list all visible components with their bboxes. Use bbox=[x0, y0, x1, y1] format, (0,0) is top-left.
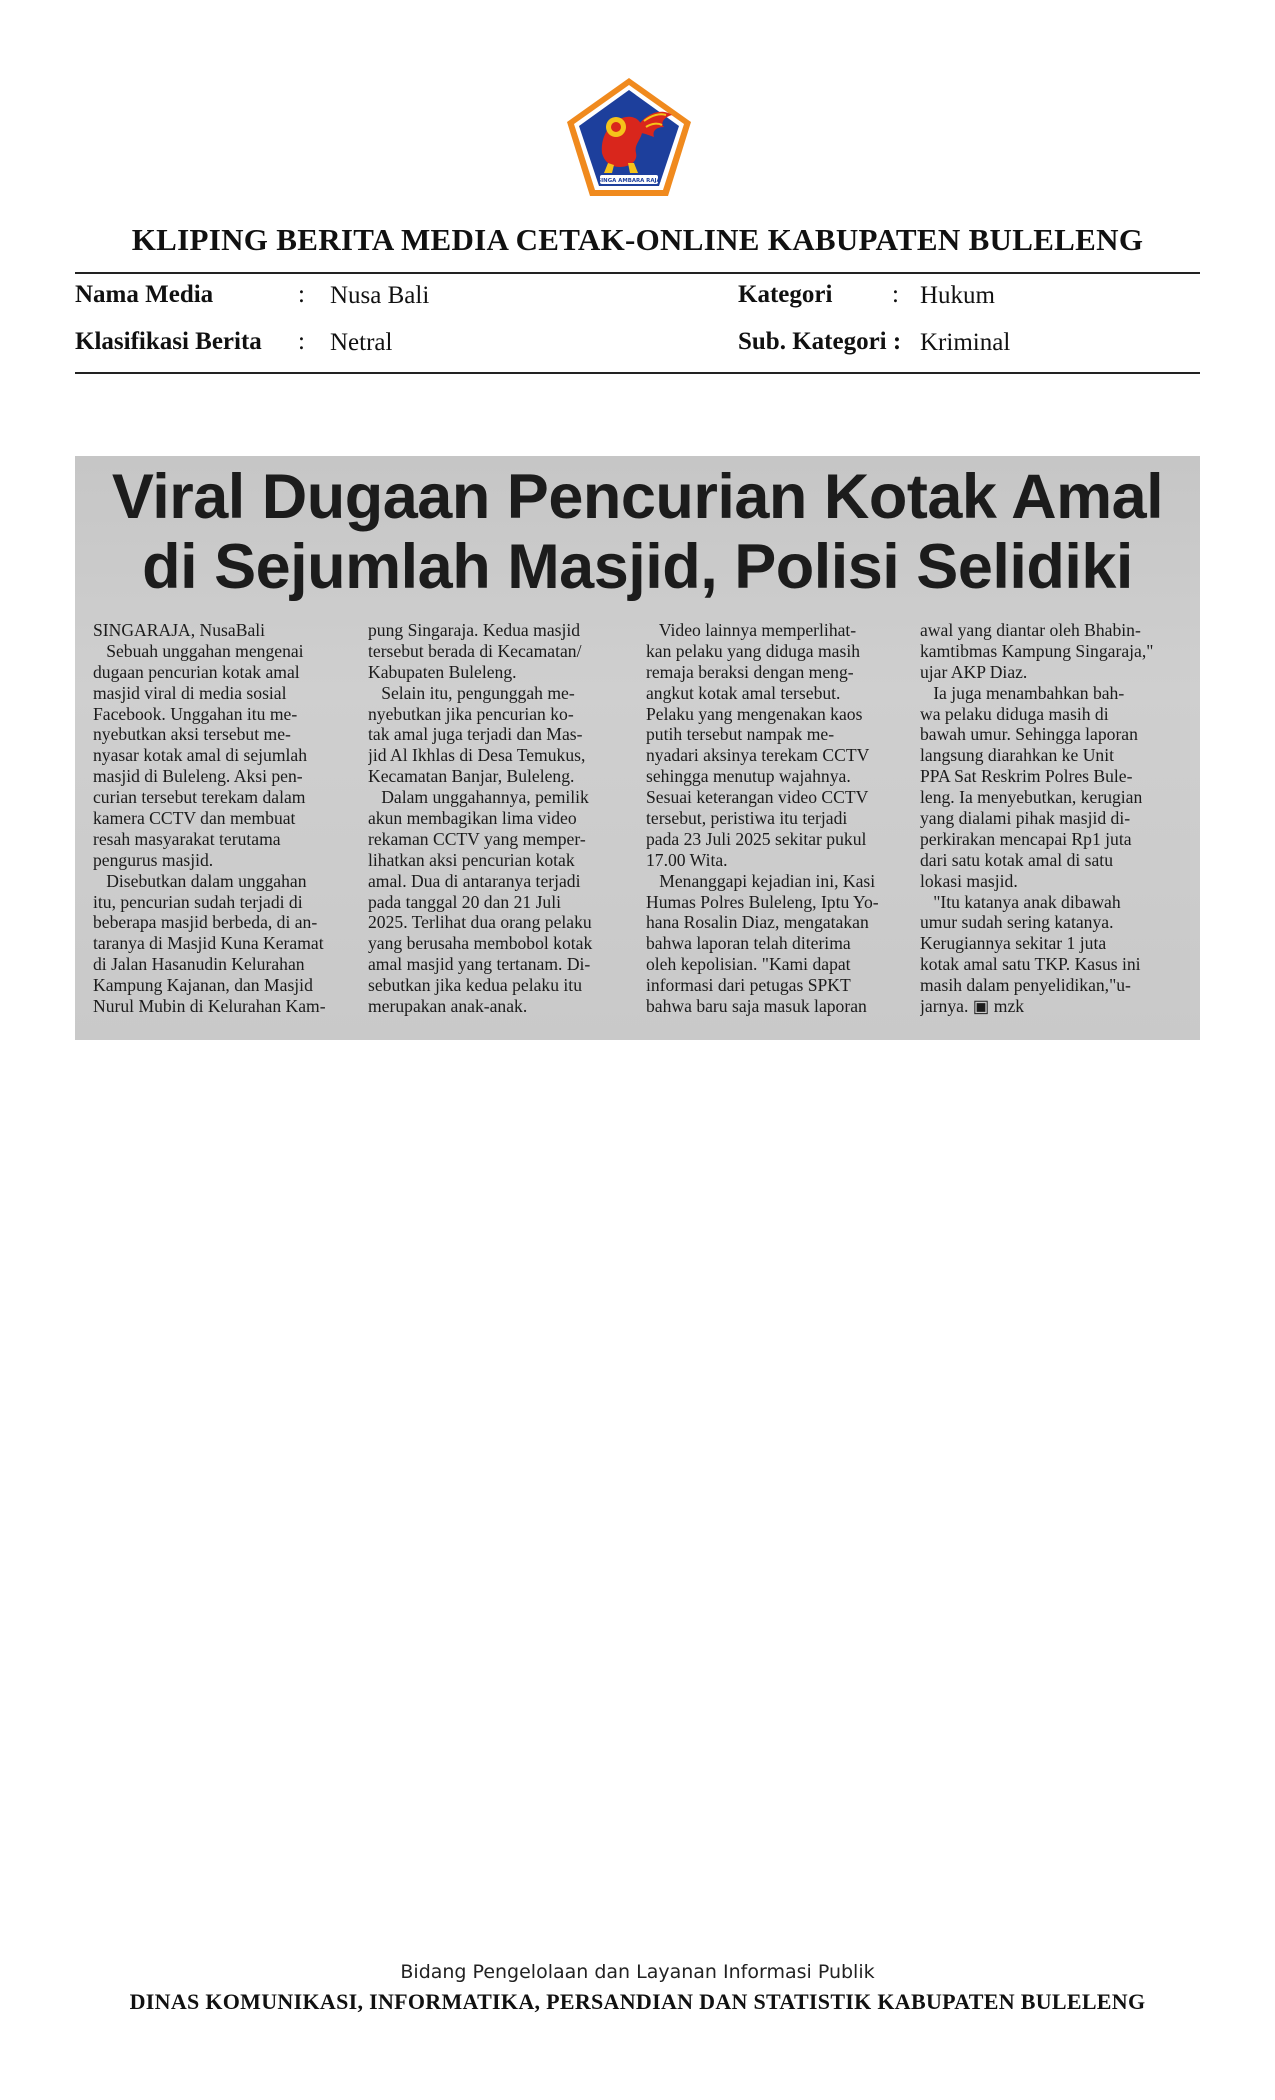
article-line: PPA Sat Reskrim Polres Bule- bbox=[920, 766, 1133, 787]
article-column-2 bbox=[368, 620, 624, 1017]
article-line: kotak amal satu TKP. Kasus ini bbox=[920, 954, 1141, 975]
kategori-label: Kategori bbox=[738, 281, 833, 308]
document-title: KLIPING BERITA MEDIA CETAK-ONLINE KABUPATEN BULELENG bbox=[131, 222, 1144, 257]
article-line: nyasar kotak amal di sejumlah bbox=[93, 745, 307, 766]
article-line: Disebutkan dalam unggahan bbox=[93, 870, 307, 891]
article-line: Facebook. Unggahan itu me- bbox=[93, 703, 298, 724]
article-line: amal. Dua di antaranya terjadi bbox=[368, 870, 581, 891]
article-line: Kampung Kajanan, dan Masjid bbox=[93, 975, 313, 996]
article-line: remaja beraksi dengan meng- bbox=[646, 661, 854, 682]
article-line: nyebutkan aksi tersebut me- bbox=[93, 724, 291, 745]
article-line: akun membagikan lima video bbox=[368, 808, 577, 829]
article-line: merupakan anak-anak. bbox=[368, 996, 528, 1017]
article-line: curian tersebut terekam dalam bbox=[93, 787, 306, 808]
article-line: bawah umur. Sehingga laporan bbox=[920, 724, 1138, 745]
article-line: SINGARAJA, NusaBali bbox=[93, 620, 266, 640]
singa-ambara-raja-logo bbox=[564, 75, 694, 199]
article-line: tersebut berada di Kecamatan/ bbox=[368, 640, 582, 661]
top-divider bbox=[75, 272, 1200, 274]
article-line: Kabupaten Buleleng. bbox=[368, 661, 517, 682]
footer-agency: DINAS KOMUNIKASI, INFORMATIKA, PERSANDIAN DAN STATISTIK KABUPATEN BULELENG bbox=[129, 1989, 1146, 2014]
klasifikasi-label: Klasifikasi Berita bbox=[75, 328, 262, 355]
article-line: bahwa laporan telah diterima bbox=[646, 933, 851, 954]
article-line: langsung diarahkan ke Unit bbox=[920, 745, 1114, 766]
article-line: angkut kotak amal tersebut. bbox=[646, 682, 841, 703]
article-line: masjid di Buleleng. Aksi pen- bbox=[93, 766, 303, 787]
article-line: Selain itu, pengunggah me- bbox=[368, 682, 575, 703]
article-line: umur sudah sering katanya. bbox=[920, 912, 1114, 933]
article-line: pada 23 Juli 2025 sekitar pukul bbox=[646, 828, 867, 849]
article-line: perkirakan mencapai Rp1 juta bbox=[920, 828, 1132, 849]
article-line: kamtibmas Kampung Singaraja," bbox=[920, 640, 1154, 661]
article-line: tersebut, peristiwa itu terjadi bbox=[646, 808, 848, 829]
logo-text: SINGA AMBARA RAJA bbox=[597, 178, 661, 184]
bottom-divider bbox=[75, 372, 1200, 374]
article-line: masjid viral di media sosial bbox=[93, 682, 287, 703]
nama-media-label: Nama Media bbox=[75, 281, 214, 308]
article-line: putih tersebut nampak me- bbox=[646, 724, 835, 745]
article-line: informasi dari petugas SPKT bbox=[646, 975, 851, 996]
kategori-value: Hukum bbox=[920, 282, 995, 309]
article-line: Kerugiannya sekitar 1 juta bbox=[920, 933, 1107, 954]
article-line: di Jalan Hasanudin Kelurahan bbox=[93, 954, 305, 975]
article-line: sehingga menutup wajahnya. bbox=[646, 766, 851, 787]
footer-subtitle: Bidang Pengelolaan dan Layanan Informasi Publik bbox=[400, 1961, 875, 1983]
article-line: resah masyarakat terutama bbox=[93, 828, 281, 849]
article-line: masih dalam penyelidikan,"u- bbox=[920, 975, 1131, 996]
article-line: Video lainnya memperlihat- bbox=[646, 620, 857, 640]
article-line: 17.00 Wita. bbox=[646, 849, 728, 870]
klasifikasi-value: Netral bbox=[330, 329, 393, 356]
article-line: Menanggapi kejadian ini, Kasi bbox=[646, 870, 876, 891]
article-line: oleh kepolisian. "Kami dapat bbox=[646, 954, 851, 975]
article-line: lokasi masjid. bbox=[920, 870, 1018, 891]
article-line: leng. Ia menyebutkan, kerugian bbox=[920, 787, 1143, 808]
article-line: kamera CCTV dan membuat bbox=[93, 808, 296, 829]
article-line: Sesuai keterangan video CCTV bbox=[646, 787, 869, 808]
article-line: itu, pencurian sudah terjadi di bbox=[93, 891, 303, 912]
article-line: jarnya. ▣ mzk bbox=[920, 996, 1025, 1017]
article-line: Kecamatan Banjar, Buleleng. bbox=[368, 766, 575, 787]
headline-line-2: di Sejumlah Masjid, Polisi Selidiki bbox=[142, 532, 1133, 602]
article-line: ujar AKP Diaz. bbox=[920, 661, 1028, 682]
article-line: dugaan pencurian kotak amal bbox=[93, 661, 300, 682]
nama-media-colon: : bbox=[298, 281, 305, 308]
article-line: pung Singaraja. Kedua masjid bbox=[368, 620, 581, 640]
article-line: amal masjid yang tertanam. Di- bbox=[368, 954, 591, 975]
article-line: Pelaku yang mengenakan kaos bbox=[646, 703, 863, 724]
article-line: "Itu katanya anak dibawah bbox=[920, 891, 1121, 912]
article-line: rekaman CCTV yang memper- bbox=[368, 828, 586, 849]
article-line: bahwa baru saja masuk laporan bbox=[646, 996, 867, 1017]
sub-kategori-value: Kriminal bbox=[920, 329, 1011, 356]
article-line: tak amal juga terjadi dan Mas- bbox=[368, 724, 583, 745]
article-line: nyebutkan jika pencurian ko- bbox=[368, 703, 574, 724]
article-column-4 bbox=[920, 620, 1176, 1017]
article-line: beberapa masjid berbeda, di an- bbox=[93, 912, 318, 933]
article-line: awal yang diantar oleh Bhabin- bbox=[920, 620, 1141, 640]
article-line: dari satu kotak amal di satu bbox=[920, 849, 1113, 870]
klasifikasi-colon: : bbox=[298, 328, 305, 355]
article-line: taranya di Masjid Kuna Keramat bbox=[93, 933, 324, 954]
article-line: lihatkan aksi pencurian kotak bbox=[368, 849, 575, 870]
news-clipping bbox=[75, 456, 1200, 1040]
article-line: kan pelaku yang diduga masih bbox=[646, 640, 861, 661]
headline-line-1: Viral Dugaan Pencurian Kotak Amal bbox=[111, 462, 1164, 532]
article-column-3 bbox=[646, 620, 902, 1017]
article-line: pengurus masjid. bbox=[93, 849, 214, 870]
nama-media-value: Nusa Bali bbox=[330, 282, 430, 309]
article-line: jid Al Ikhlas di Desa Temukus, bbox=[368, 745, 586, 766]
article-line: Ia juga menambahkan bah- bbox=[920, 682, 1125, 703]
kategori-colon: : bbox=[892, 281, 899, 308]
article-column-1 bbox=[93, 620, 349, 1017]
article-line: yang dialami pihak masjid di- bbox=[920, 808, 1131, 829]
article-line: pada tanggal 20 dan 21 Juli bbox=[368, 891, 561, 912]
article-line: sebutkan jika kedua pelaku itu bbox=[368, 975, 582, 996]
article-line: hana Rosalin Diaz, mengatakan bbox=[646, 912, 869, 933]
article-line: nyadari aksinya terekam CCTV bbox=[646, 745, 870, 766]
article-line: Dalam unggahannya, pemilik bbox=[368, 787, 589, 808]
article-line: Nurul Mubin di Kelurahan Kam- bbox=[93, 996, 326, 1017]
article-line: 2025. Terlihat dua orang pelaku bbox=[368, 912, 592, 933]
article-line: yang berusaha membobol kotak bbox=[368, 933, 593, 954]
article-line: wa pelaku diduga masih di bbox=[920, 703, 1109, 724]
article-line: Sebuah unggahan mengenai bbox=[93, 640, 304, 661]
sub-kategori-label: Sub. Kategori : bbox=[738, 328, 902, 355]
article-line: Humas Polres Buleleng, Iptu Yo- bbox=[646, 891, 879, 912]
